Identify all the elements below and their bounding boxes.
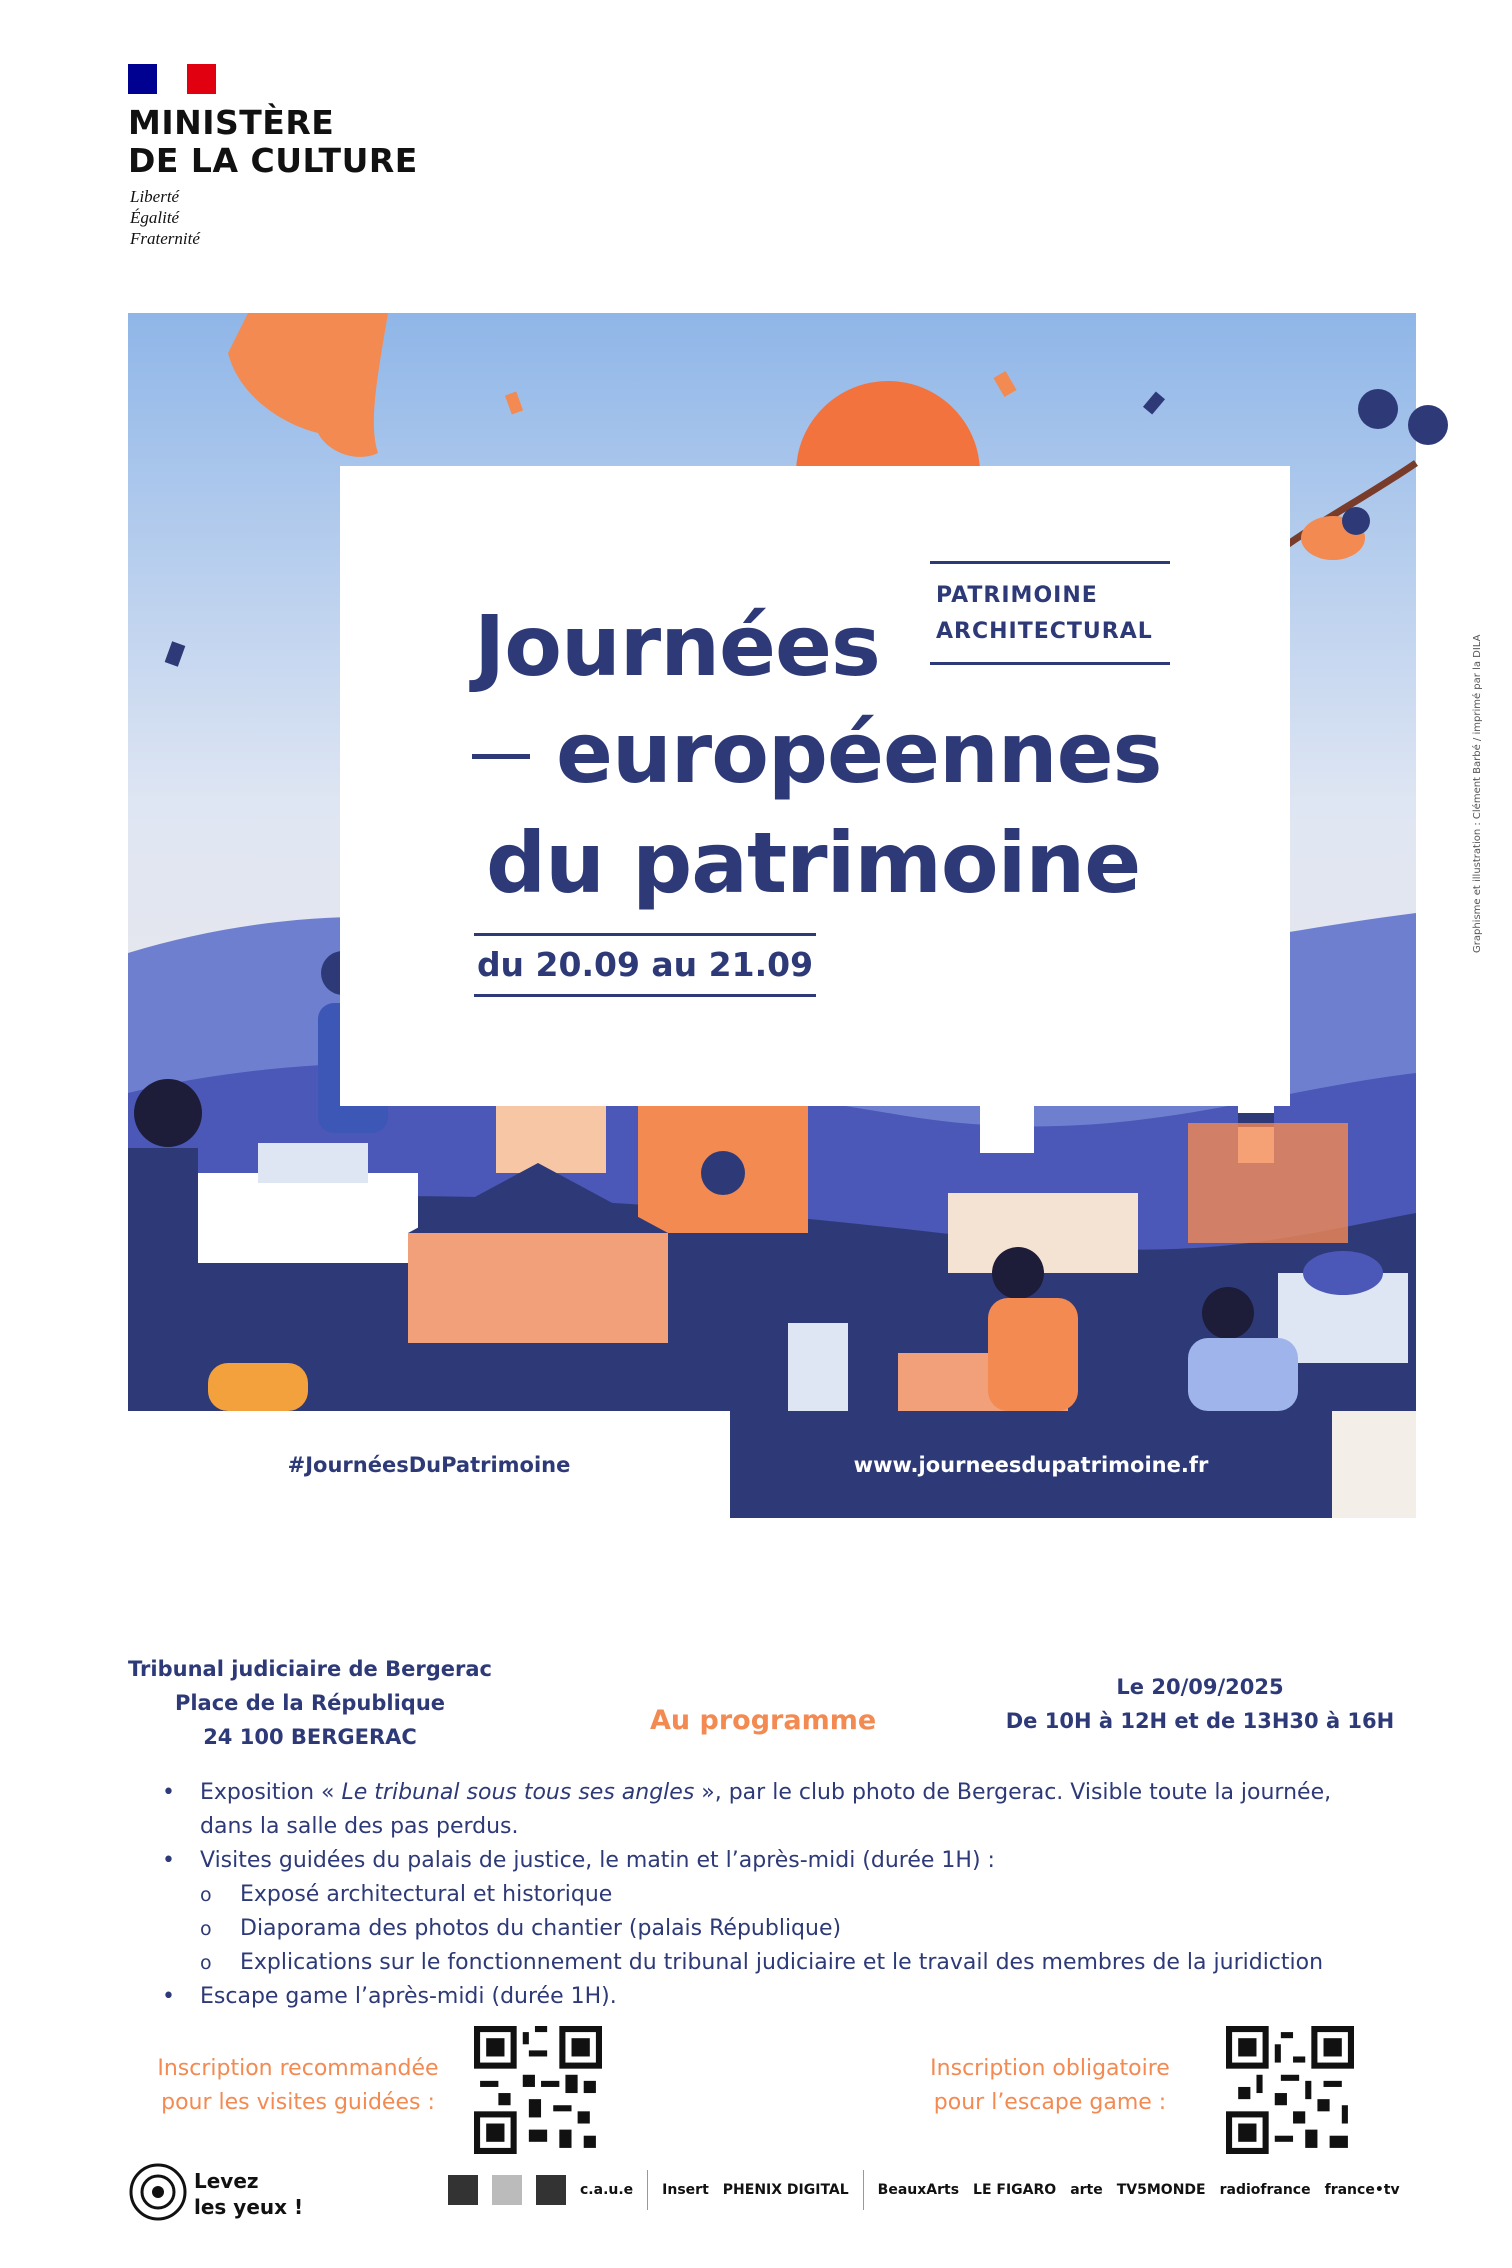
partner-logo: france•tv [1324,2182,1400,2198]
french-flag-logo [128,64,216,94]
sub-list-item: o Exposé architectural et historique [200,1882,613,1907]
venue-address: Tribunal judiciaire de Bergerac Place de la République 24 100 BERGERAC [128,1657,492,1749]
event-poster [128,313,1483,1518]
website-link[interactable]: www.journeesdupatrimoine.fr [853,1452,1209,1477]
list-item: • Escape game l’après-midi (durée 1H). [162,1984,617,2009]
list-item: • Exposition « Le tribunal sous tous ses angles », par le club photo de Bergerac. Visible toute la journée, dans la salle des pas perdus. [162,1780,1332,1839]
partner-logo: PHENIX DIGITAL [722,2182,849,2198]
partner-logo: c.a.u.e [580,2182,634,2198]
logo-divider [863,2170,864,2210]
eu-flag-logo [448,2175,478,2205]
illustration-credit: Graphisme et illustration : Clément Barbé / imprimé par la DILA [1472,634,1483,953]
sub-list-item: o Diaporama des photos du chantier (palais République) [200,1916,842,1941]
guided-visit-qr-code[interactable] [474,2026,602,2154]
poster-title-line1: Journées [474,597,880,695]
sub-list-item: o Explications sur le fonctionnement du tribunal judiciaire et le travail des membres de la juridiction [200,1950,1324,1975]
logo-divider [647,2170,648,2210]
schedule: Le 20/09/2025 De 10H à 12H et de 13H30 à 16H [1005,1675,1395,1733]
partner-logo: LE FIGARO [973,2182,1057,2198]
theme-tag: PATRIMOINE ARCHITECTURAL [930,561,1170,665]
ministry-name: MINISTÈRE DE LA CULTURE [128,103,418,180]
poster-title-line2: européennes [556,704,1162,802]
poster-edge-strip [1332,1411,1416,1518]
escape-game-qr-code[interactable] [1226,2026,1354,2154]
ministry-motto: Liberté Égalité Fraternité [130,187,200,248]
partner-logo: TV5MONDE [1116,2182,1206,2198]
program-heading: Au programme [650,1705,877,1736]
website-band [730,1411,1332,1518]
council-of-europe-logo [492,2175,522,2205]
hashtag-band [128,1411,730,1518]
partner-logo: radiofrance [1219,2182,1311,2198]
partner-logo: arte [1070,2182,1103,2198]
title-dash [472,754,530,759]
guided-visit-registration: Inscription recommandée pour les visites guidées : [157,2056,439,2115]
levez-les-yeux-logo-text: Levez les yeux ! [194,2169,304,2219]
levez-les-yeux-logo-icon [128,2162,188,2222]
poster-title-line3: du patrimoine [486,814,1141,912]
partner-logos [448,2170,1448,2210]
escape-game-registration: Inscription obligatoire pour l’escape game : [930,2056,1170,2115]
partner-logo [536,2175,566,2205]
poster-dates: du 20.09 au 21.09 [474,933,816,997]
program-list [158,1776,1458,2014]
list-item: • Visites guidées du palais de justice, le matin et l’après-midi (durée 1H) : [162,1848,995,1873]
partner-logo: Insert [662,2182,709,2198]
hashtag: #JournéesDuPatrimoine [287,1452,571,1477]
partner-logo: BeauxArts [877,2182,960,2198]
